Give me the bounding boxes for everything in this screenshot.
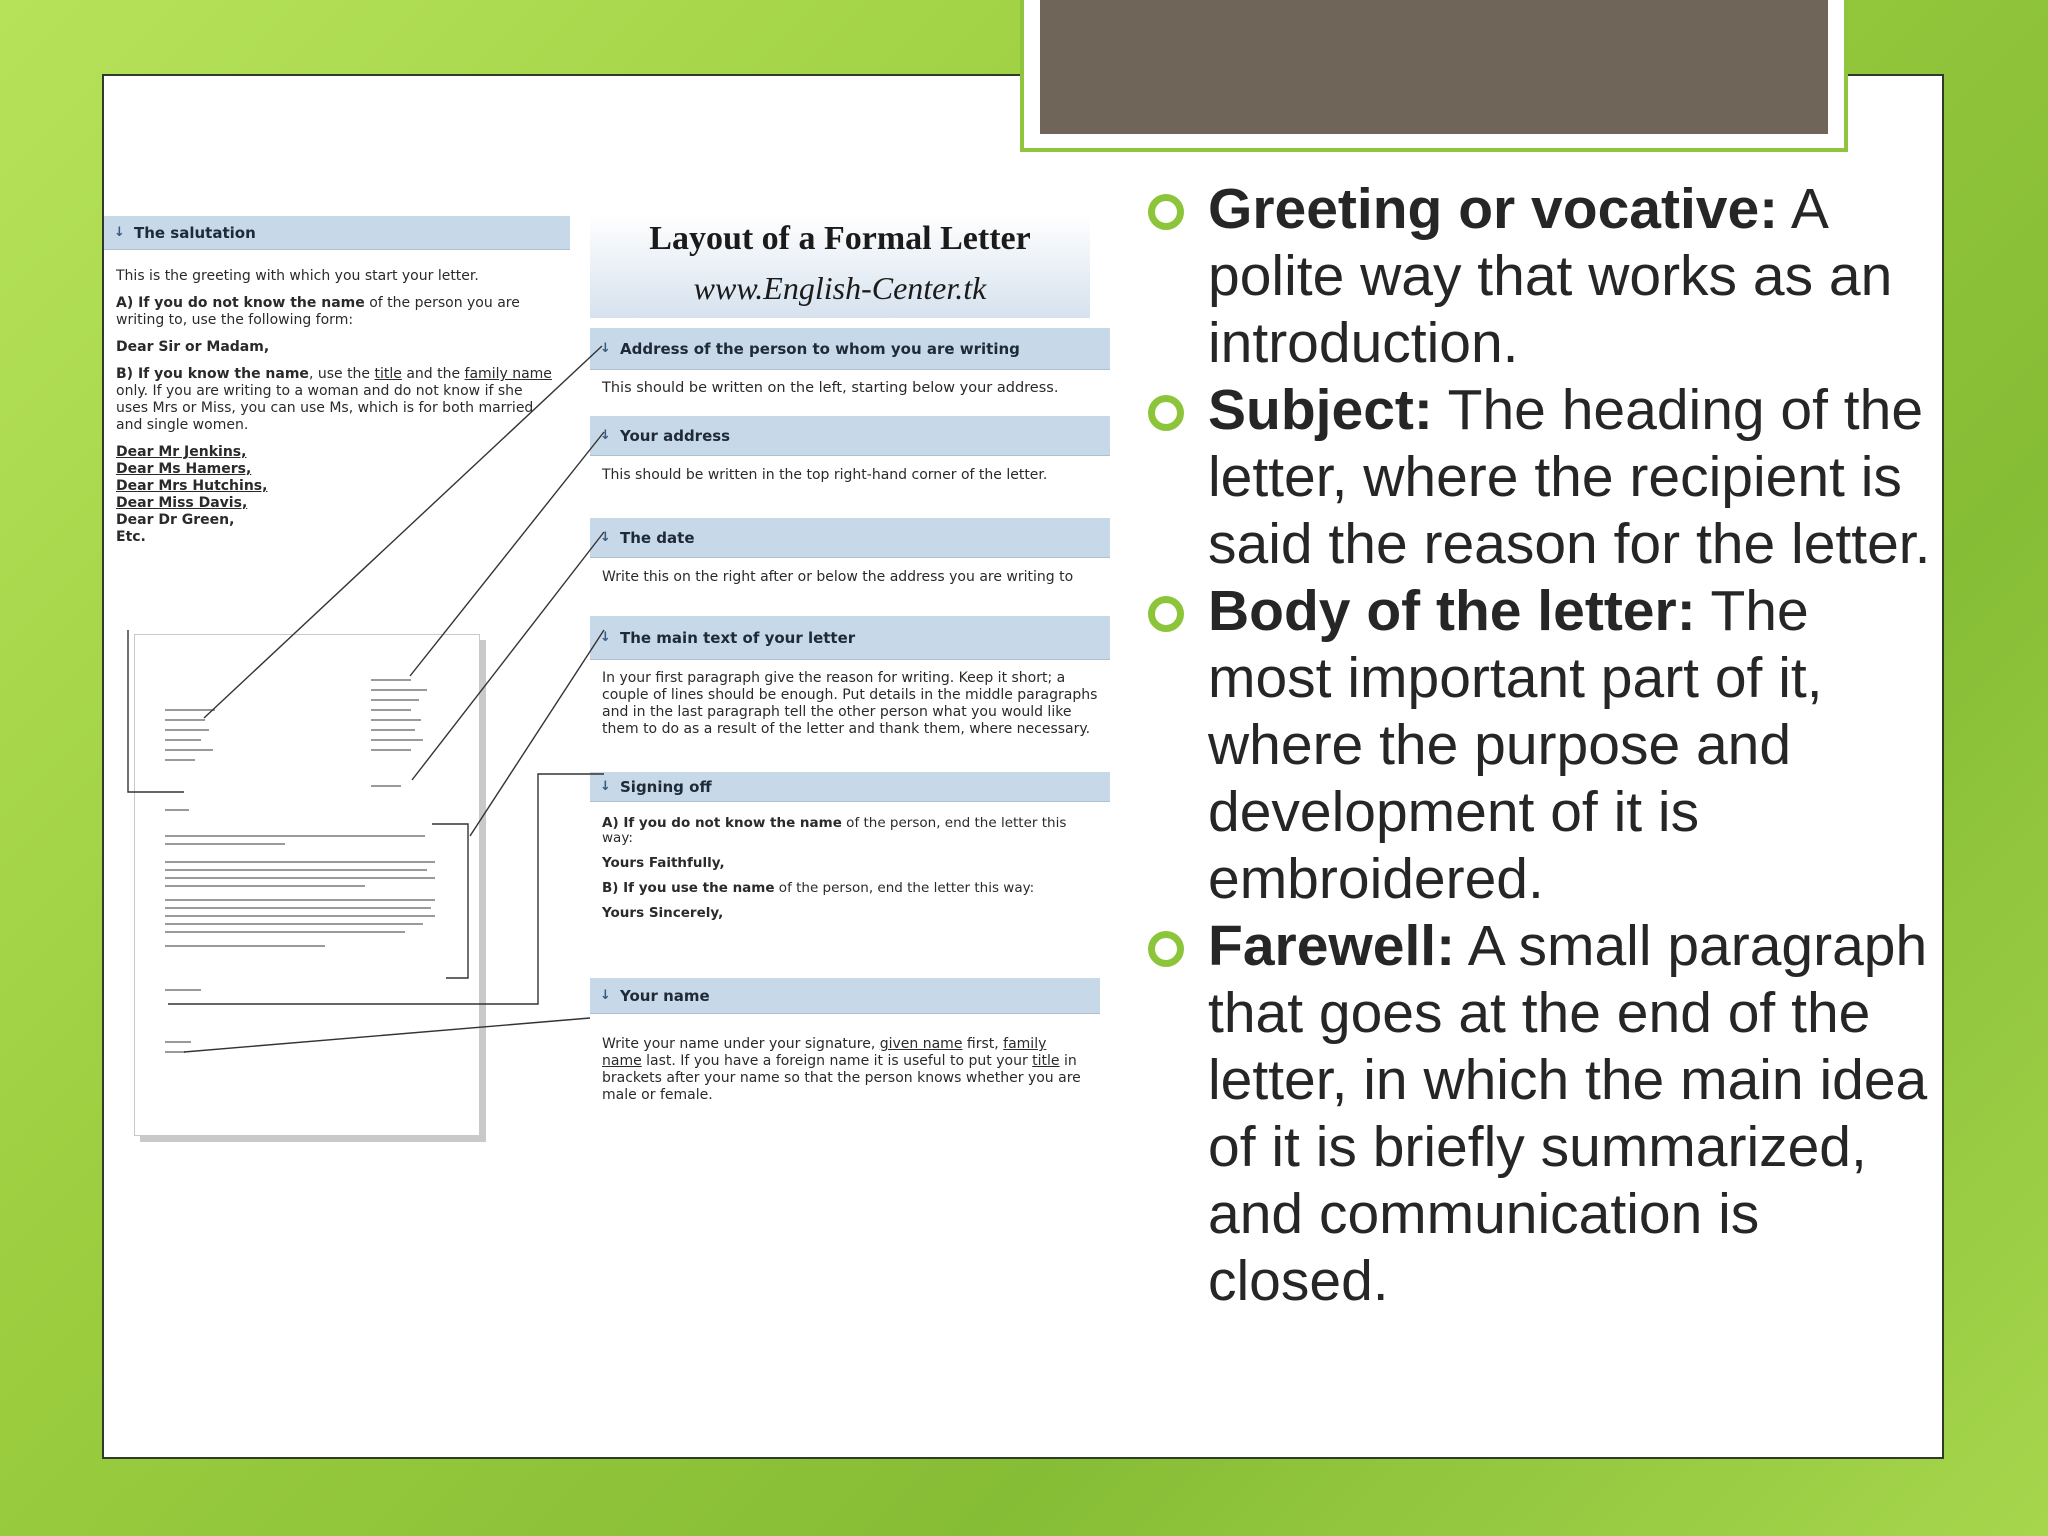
connector-lines (104, 210, 1110, 1140)
your-address-panel: ↓ Your address This should be written in the top right-hand corner of the letter. (590, 416, 1110, 508)
bullet-item: Farewell: A small paragraph that goes at the end of the letter, in which the main idea of it is briefly summarized, and communication is closed. (1148, 913, 1948, 1315)
address-to-panel: ↓ Address of the person to whom you are writing This should be written on the left, starting below your address. (590, 328, 1110, 404)
arrow-icon: ↓ (114, 224, 125, 240)
bullet-item: Body of the letter: The most important part of it, where the purpose and development of it is embroidered. (1148, 578, 1948, 913)
bullet-item: Greeting or vocative: A polite way that works as an introduction. (1148, 176, 1948, 377)
ring-bullet-icon (1148, 395, 1184, 431)
salutation-header: ↓ The salutation (104, 216, 570, 250)
signing-off-panel: ↓ Signing off A) If you do not know the name of the person, end the letter this way: Yours Faithfully, B) If you use the name of the person, end the letter this way: Yours Sincerely, (590, 772, 1110, 968)
title-placeholder-box (1040, 0, 1828, 134)
main-text-panel: ↓ The main text of your letter In your first paragraph give the reason for writing. Keep it short; a couple of lines should be enough. Put details in the middle paragraphs and in the last paragraph tell the other person what you would like them to do as a result of the letter and thank them, where necessary. (590, 616, 1110, 764)
ring-bullet-icon (1148, 596, 1184, 632)
connector-line (470, 630, 604, 836)
connector-line (412, 532, 604, 780)
ring-bullet-icon (1148, 931, 1184, 967)
arrow-icon: ↓ (600, 629, 611, 645)
connector-line (184, 1018, 590, 1052)
ring-bullet-icon (1148, 194, 1184, 230)
connector-line (168, 774, 604, 1004)
bullet-list (1148, 176, 1948, 1315)
connector-line (410, 432, 604, 676)
salutation-a: A) If you do not know the name of the person you are writing to, use the following form: (116, 295, 520, 328)
salutation-b: B) If you know the name, use the title and the family name only. If you are writing to a woman and do not know if she uses Mrs or Miss, you can use Ms, which is for both married and single women. (116, 366, 552, 433)
arrow-icon: ↓ (600, 529, 611, 545)
salutation-intro: This is the greeting with which you start your letter. (116, 268, 479, 284)
letter-layout-title: Layout of a Formal Letter www.English-Center.tk (590, 214, 1090, 318)
arrow-icon: ↓ (600, 987, 611, 1003)
formal-letter-diagram (104, 210, 1110, 1140)
connector-line (128, 630, 184, 792)
salutation-examples: Dear Mr Jenkins, Dear Ms Hamers, Dear Mrs Hutchins, Dear Miss Davis, Dear Dr Green, Etc. (116, 444, 268, 545)
date-panel: ↓ The date Write this on the right after or below the address you are writing to (590, 518, 1110, 608)
dear-sir-example: Dear Sir or Madam, (116, 339, 270, 355)
arrow-icon: ↓ (600, 340, 611, 356)
arrow-icon: ↓ (600, 427, 611, 443)
your-name-panel: ↓ Your name Write your name under your signature, given name first, family name last. If you have a foreign name it is useful to put your title in brackets after your name so that the person knows whether you are male or female. (590, 978, 1100, 1128)
bullet-item: Subject: The heading of the letter, where the recipient is said the reason for the letter. (1148, 377, 1948, 578)
connector-line (432, 824, 468, 978)
arrow-icon: ↓ (600, 778, 611, 794)
connector-line (204, 346, 602, 718)
